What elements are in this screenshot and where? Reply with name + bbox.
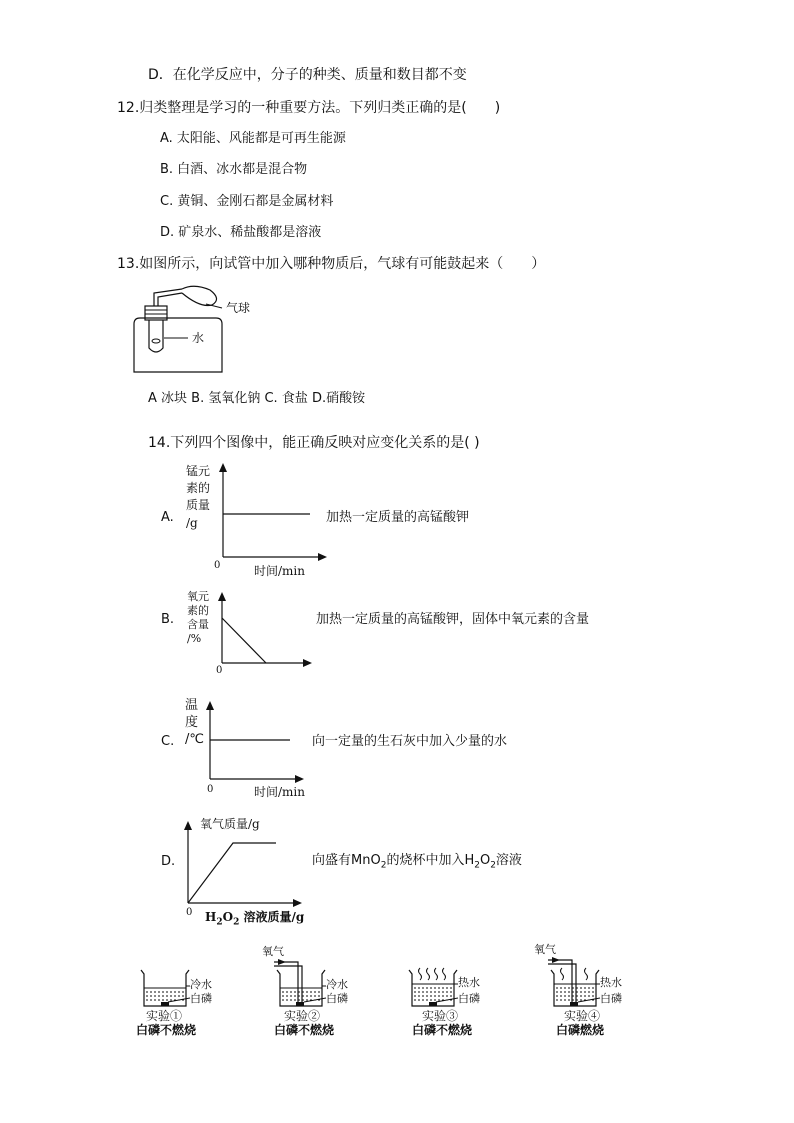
graph-c-desc: 向一定量的生石灰中加入少量的水 (312, 734, 508, 749)
graph-b-ylabel-3: 含量 (187, 618, 209, 631)
exp4-caption: 实验④ (564, 1009, 601, 1023)
graph-c-xlabel: 时间/min (254, 785, 305, 799)
graph-c-letter: C. (161, 734, 175, 749)
graph-b-desc: 加热一定质量的高锰酸钾，固体中氧元素的含量 (316, 612, 590, 627)
q11-option-d: D．在化学反应中，分子的种类、质量和数目都不变 (148, 67, 467, 83)
graph-d-ylabel: 氧气质量/g (200, 817, 260, 831)
exp1-result: 白磷不燃烧 (136, 1023, 197, 1037)
exp4-result: 白磷燃烧 (556, 1023, 605, 1037)
water-label: 水 (192, 331, 205, 345)
q12-option-b: B. 白酒、冰水都是混合物 (160, 162, 308, 177)
exp2-gas-label: 氧气 (262, 945, 284, 958)
exp4-gas-label: 氧气 (534, 943, 556, 956)
graph-a-ylabel-1: 锰元 (186, 464, 211, 478)
graph-a-xlabel: 时间/min (254, 564, 305, 578)
exp1-caption: 实验① (146, 1009, 183, 1023)
graph-a (219, 463, 327, 561)
q13-stem: 13.如图所示，向试管中加入哪种物质后，气球有可能鼓起来（ ） (117, 256, 546, 272)
exp3-label-phosphorus: 白磷 (458, 992, 480, 1005)
graph-a-origin: 0 (214, 560, 221, 571)
exp3-label-water: 热水 (458, 976, 480, 989)
graph-b (218, 592, 312, 667)
exp1-label-phosphorus: 白磷 (190, 992, 212, 1005)
graph-b-line (222, 618, 266, 663)
graph-c-ylabel-2: 度 (185, 715, 199, 730)
experiment-2-figure (274, 959, 326, 1006)
q14-stem: 14.下列四个图像中，能正确反映对应变化关系的是( ) (148, 435, 480, 451)
graph-b-ylabel-1: 氧元 (187, 590, 209, 603)
exp4-label-phosphorus: 白磷 (600, 992, 622, 1005)
graph-a-desc: 加热一定质量的高锰酸钾 (326, 510, 470, 525)
exp2-label-water: 冷水 (326, 978, 348, 991)
q12-option-c: C. 黄铜、金刚石都是金属材料 (160, 194, 334, 209)
graph-c-ylabel-1: 温 (185, 698, 199, 713)
exp3-caption: 实验③ (422, 1009, 459, 1023)
graph-c-ylabel-3: /℃ (185, 732, 204, 747)
q12-option-d: D. 矿泉水、稀盐酸都是溶液 (160, 225, 322, 240)
graph-d-line (188, 843, 276, 903)
q12-option-a: A. 太阳能、风能都是可再生能源 (160, 131, 346, 146)
exp2-result: 白磷不燃烧 (274, 1023, 335, 1037)
q12-stem: 12.归类整理是学习的一种重要方法。下列归类正确的是( ) (117, 100, 501, 116)
graph-a-letter: A. (161, 510, 174, 525)
experiment-4-figure (548, 957, 600, 1006)
exp2-label-phosphorus: 白磷 (326, 992, 348, 1005)
graph-c (206, 701, 304, 783)
graph-d-origin: 0 (186, 907, 193, 918)
experiment-1-figure (141, 970, 190, 1006)
graph-a-ylabel-3: 质量 (186, 498, 211, 512)
exp1-label-water: 冷水 (190, 978, 212, 991)
graph-b-ylabel-4: /% (187, 632, 202, 645)
graph-d-letter: D. (161, 854, 176, 869)
graph-b-ylabel-2: 素的 (187, 604, 209, 617)
exp3-result: 白磷不燃烧 (412, 1023, 473, 1037)
graph-b-letter: B. (161, 612, 175, 627)
graph-c-origin: 0 (207, 784, 214, 795)
balloon-label: 气球 (226, 301, 251, 315)
graph-b-origin: 0 (216, 665, 223, 676)
experiment-3-figure (409, 968, 458, 1006)
graph-a-ylabel-2: 素的 (186, 481, 211, 495)
graph-a-ylabel-4: /g (186, 516, 198, 530)
flask-apparatus-figure (134, 286, 222, 372)
graph-d-desc: 向盛有MnO$_2$的烧杯中加入$H_2O_2$溶液 (312, 853, 522, 871)
exp2-caption: 实验② (284, 1009, 321, 1023)
exp4-label-water: 热水 (600, 976, 622, 989)
q13-options: A 冰块 B. 氢氧化钠 C. 食盐 D.硝酸铵 (148, 391, 366, 406)
graph-d-xlabel: $H_2O_2$ 溶液质量/g (205, 910, 305, 928)
graph-d (184, 821, 302, 907)
